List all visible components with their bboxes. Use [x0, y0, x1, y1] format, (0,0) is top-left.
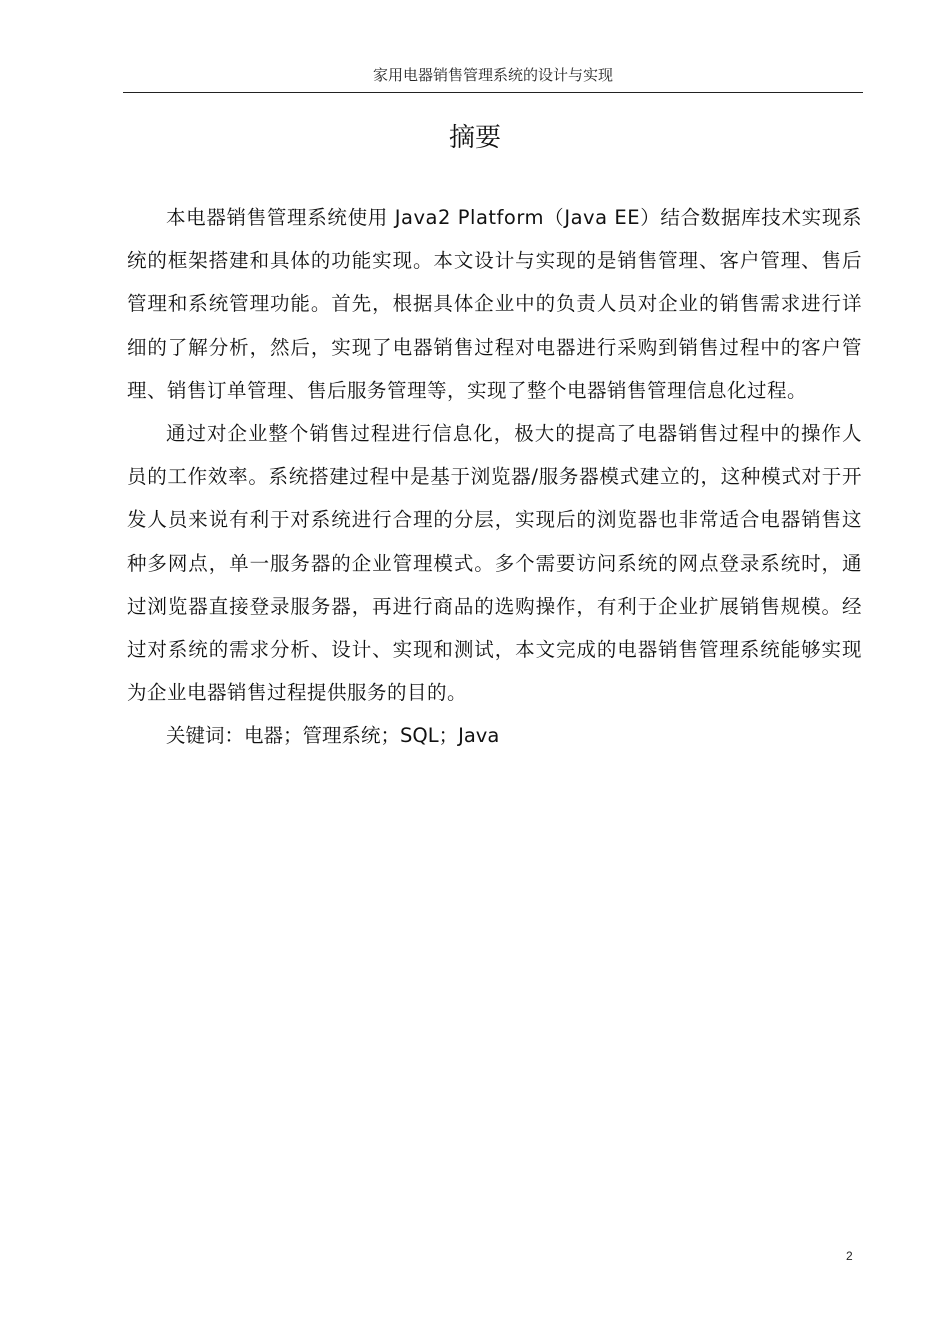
keywords-line: 关键词：电器；管理系统；SQL；Java [166, 724, 500, 748]
page-header [123, 64, 863, 93]
running-header-title: 家用电器销售管理系统的设计与实现 [372, 66, 613, 84]
abstract-paragraph-2: 通过对企业整个销售过程进行信息化，极大的提高了电器销售过程中的操作人员的工作效率。系统搭建过程中是基于浏览器/服务器模式建立的，这种模式对于开发人员来说有利于对系统进行合理的分层，实现后的浏览器也非常适合电器销售这种多网点，单一服务器的企业管理模式。多个需要访问系统的网点登录系统时，通过浏览器直接登录服务器，再进行商品的选购操作，有利于企业扩展销售规模。经过对系统的需求分析、设计、实现和测试，本文完成的电器销售管理系统能够实现为企业电器销售过程提供服务的目的。 [127, 422, 862, 705]
abstract-paragraph-1: 本电器销售管理系统使用 Java2 Platform（Java EE）结合数据库技术实现系统的框架搭建和具体的功能实现。本文设计与实现的是销售管理、客户管理、售后管理和系统管理功能。首先，根据具体企业中的负责人员对企业的销售需求进行详细的了解分析，然后，实现了电器销售过程对电器进行采购到销售过程中的客户管理、销售订单管理、售后服务管理等，实现了整个电器销售管理信息化过程。 [127, 206, 862, 402]
abstract-body [127, 196, 862, 758]
abstract-heading: 摘要 [448, 123, 501, 153]
page-number: 2 [846, 1249, 853, 1263]
